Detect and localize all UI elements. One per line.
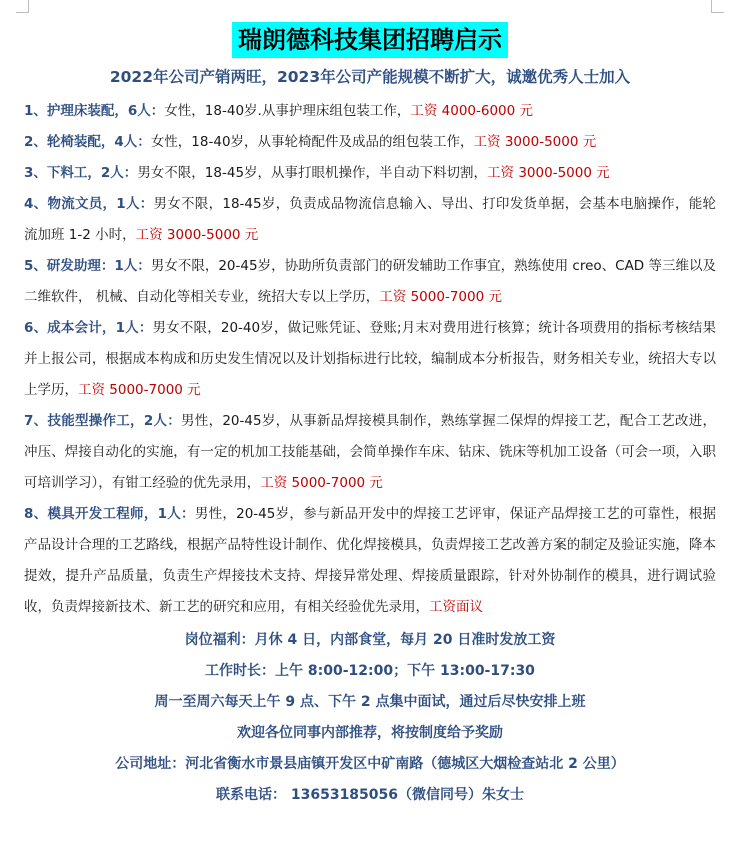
company-address-line: 公司地址：河北省衡水市景县庙镇开发区中矿南路（德城区大烟检查站北 2 公里） [115, 756, 625, 772]
page-corner-mark-right [711, 0, 724, 13]
job-number: 4、 [24, 196, 48, 212]
job-title: 模具开发工程师，1人： [47, 506, 195, 522]
job-number: 8、 [24, 506, 48, 522]
job-description: 女性，18-40岁，从事轮椅配件及成品的组包装工作， [150, 134, 474, 150]
job-description: 男女不限，20-45岁，协助所负责部门的研发辅助工作事宜，熟练使用 creo、CAD 等三维以及二维软件， 机械、自动化等相关专业，统招大专以上学历， [24, 258, 716, 305]
job-description: 男性，20-45岁，从事新品焊接模具制作，熟练掌握二保焊的焊接工艺，配合工艺改进，冲压、焊接自动化的实施，有一定的机加工技能基础，会简单操作车床、钻床、铣床等机加工设备（可会一项，入职可培训学习），有钳工经验的优先录用， [24, 413, 716, 491]
page-title: 瑞朗德科技集团招聘启示 [232, 22, 508, 58]
job-number: 6、 [24, 320, 48, 336]
job-item-5 [24, 251, 716, 313]
job-item-1 [24, 96, 716, 127]
job-number: 7、 [24, 413, 48, 429]
footer-info [0, 625, 740, 811]
job-item-2 [24, 127, 716, 158]
interview-schedule-line: 周一至周六每天上午 9 点、下午 2 点集中面试，通过后尽快安排上班 [154, 694, 586, 710]
job-item-4 [24, 189, 716, 251]
job-list [0, 96, 740, 623]
referral-line: 欢迎各位同事内部推荐，将按制度给予奖励 [237, 725, 503, 741]
job-salary: 工资 5000-7000 元 [379, 289, 502, 305]
job-salary: 工资 5000-7000 元 [78, 382, 201, 398]
job-description: 女性，18-40岁.从事护理床组包装工作， [164, 103, 411, 119]
job-salary: 工资面议 [429, 599, 483, 615]
job-number: 1、 [24, 103, 47, 119]
job-title: 物流文员，1人： [47, 196, 154, 212]
job-salary: 工资 4000-6000 元 [410, 103, 534, 119]
title-wrap [0, 0, 740, 58]
job-item-7 [24, 406, 716, 499]
job-title: 技能型操作工，2人： [47, 413, 182, 429]
job-description: 男性，20-45岁，参与新品开发中的焊接工艺评审，保证产品焊接工艺的可靠性，根据产品设计合理的工艺路线，根据产品特性设计制作、优化焊接模具，负责焊接工艺改善方案的制定及验证实施，降本提效，提升产品质量，负责生产焊接技术支持、焊接异常处理、焊接质量跟踪，针对外协制作的模具，进行调试验收，负责焊接新技术、新工艺的研究和应用，有相关经验优先录用， [24, 506, 716, 615]
job-description: 男女不限，20-40岁，做记账凭证、登账;月末对费用进行核算；统计各项费用的指标考核结果并上报公司，根据成本构成和历史发生情况以及计划指标进行比较，编制成本分析报告，财务相关专业，统招大专以上学历， [24, 320, 716, 398]
job-salary: 工资 3000-5000 元 [135, 227, 259, 243]
subtitle: 2022年公司产销两旺，2023年公司产能规模不断扩大，诚邀优秀人士加入 [109, 68, 631, 86]
contact-phone-line: 联系电话： 13653185056（微信同号）朱女士 [215, 787, 525, 803]
job-number: 3、 [24, 165, 47, 181]
work-hours-line: 工作时长：上午 8:00-12:00；下午 13:00-17:30 [205, 663, 535, 679]
job-title: 下料工，2人： [46, 165, 138, 181]
job-title: 护理床装配，6人： [46, 103, 165, 119]
job-salary: 工资 3000-5000 元 [473, 134, 597, 150]
benefits-line: 岗位福利：月休 4 日，内部食堂，每月 20 日准时发放工资 [184, 632, 556, 648]
job-description: 男女不限，18-45岁，负责成品物流信息输入、导出、打印发货单据，会基本电脑操作，能轮流加班 1-2 小时， [24, 196, 716, 243]
job-salary: 工资 5000-7000 元 [260, 475, 383, 491]
job-number: 2、 [24, 134, 47, 150]
job-description: 男女不限，18-45岁，从事打眼机操作，半自动下料切割， [137, 165, 488, 181]
job-item-8 [24, 499, 716, 623]
job-title: 成本会计，1人： [47, 320, 153, 336]
job-item-6 [24, 313, 716, 406]
job-number: 5、 [24, 258, 47, 274]
job-title: 轮椅装配，4人： [46, 134, 151, 150]
job-item-3 [24, 158, 716, 189]
job-title: 研发助理：1人： [46, 258, 151, 274]
job-salary: 工资 3000-5000 元 [487, 165, 610, 181]
page-corner-mark-left [16, 0, 29, 13]
